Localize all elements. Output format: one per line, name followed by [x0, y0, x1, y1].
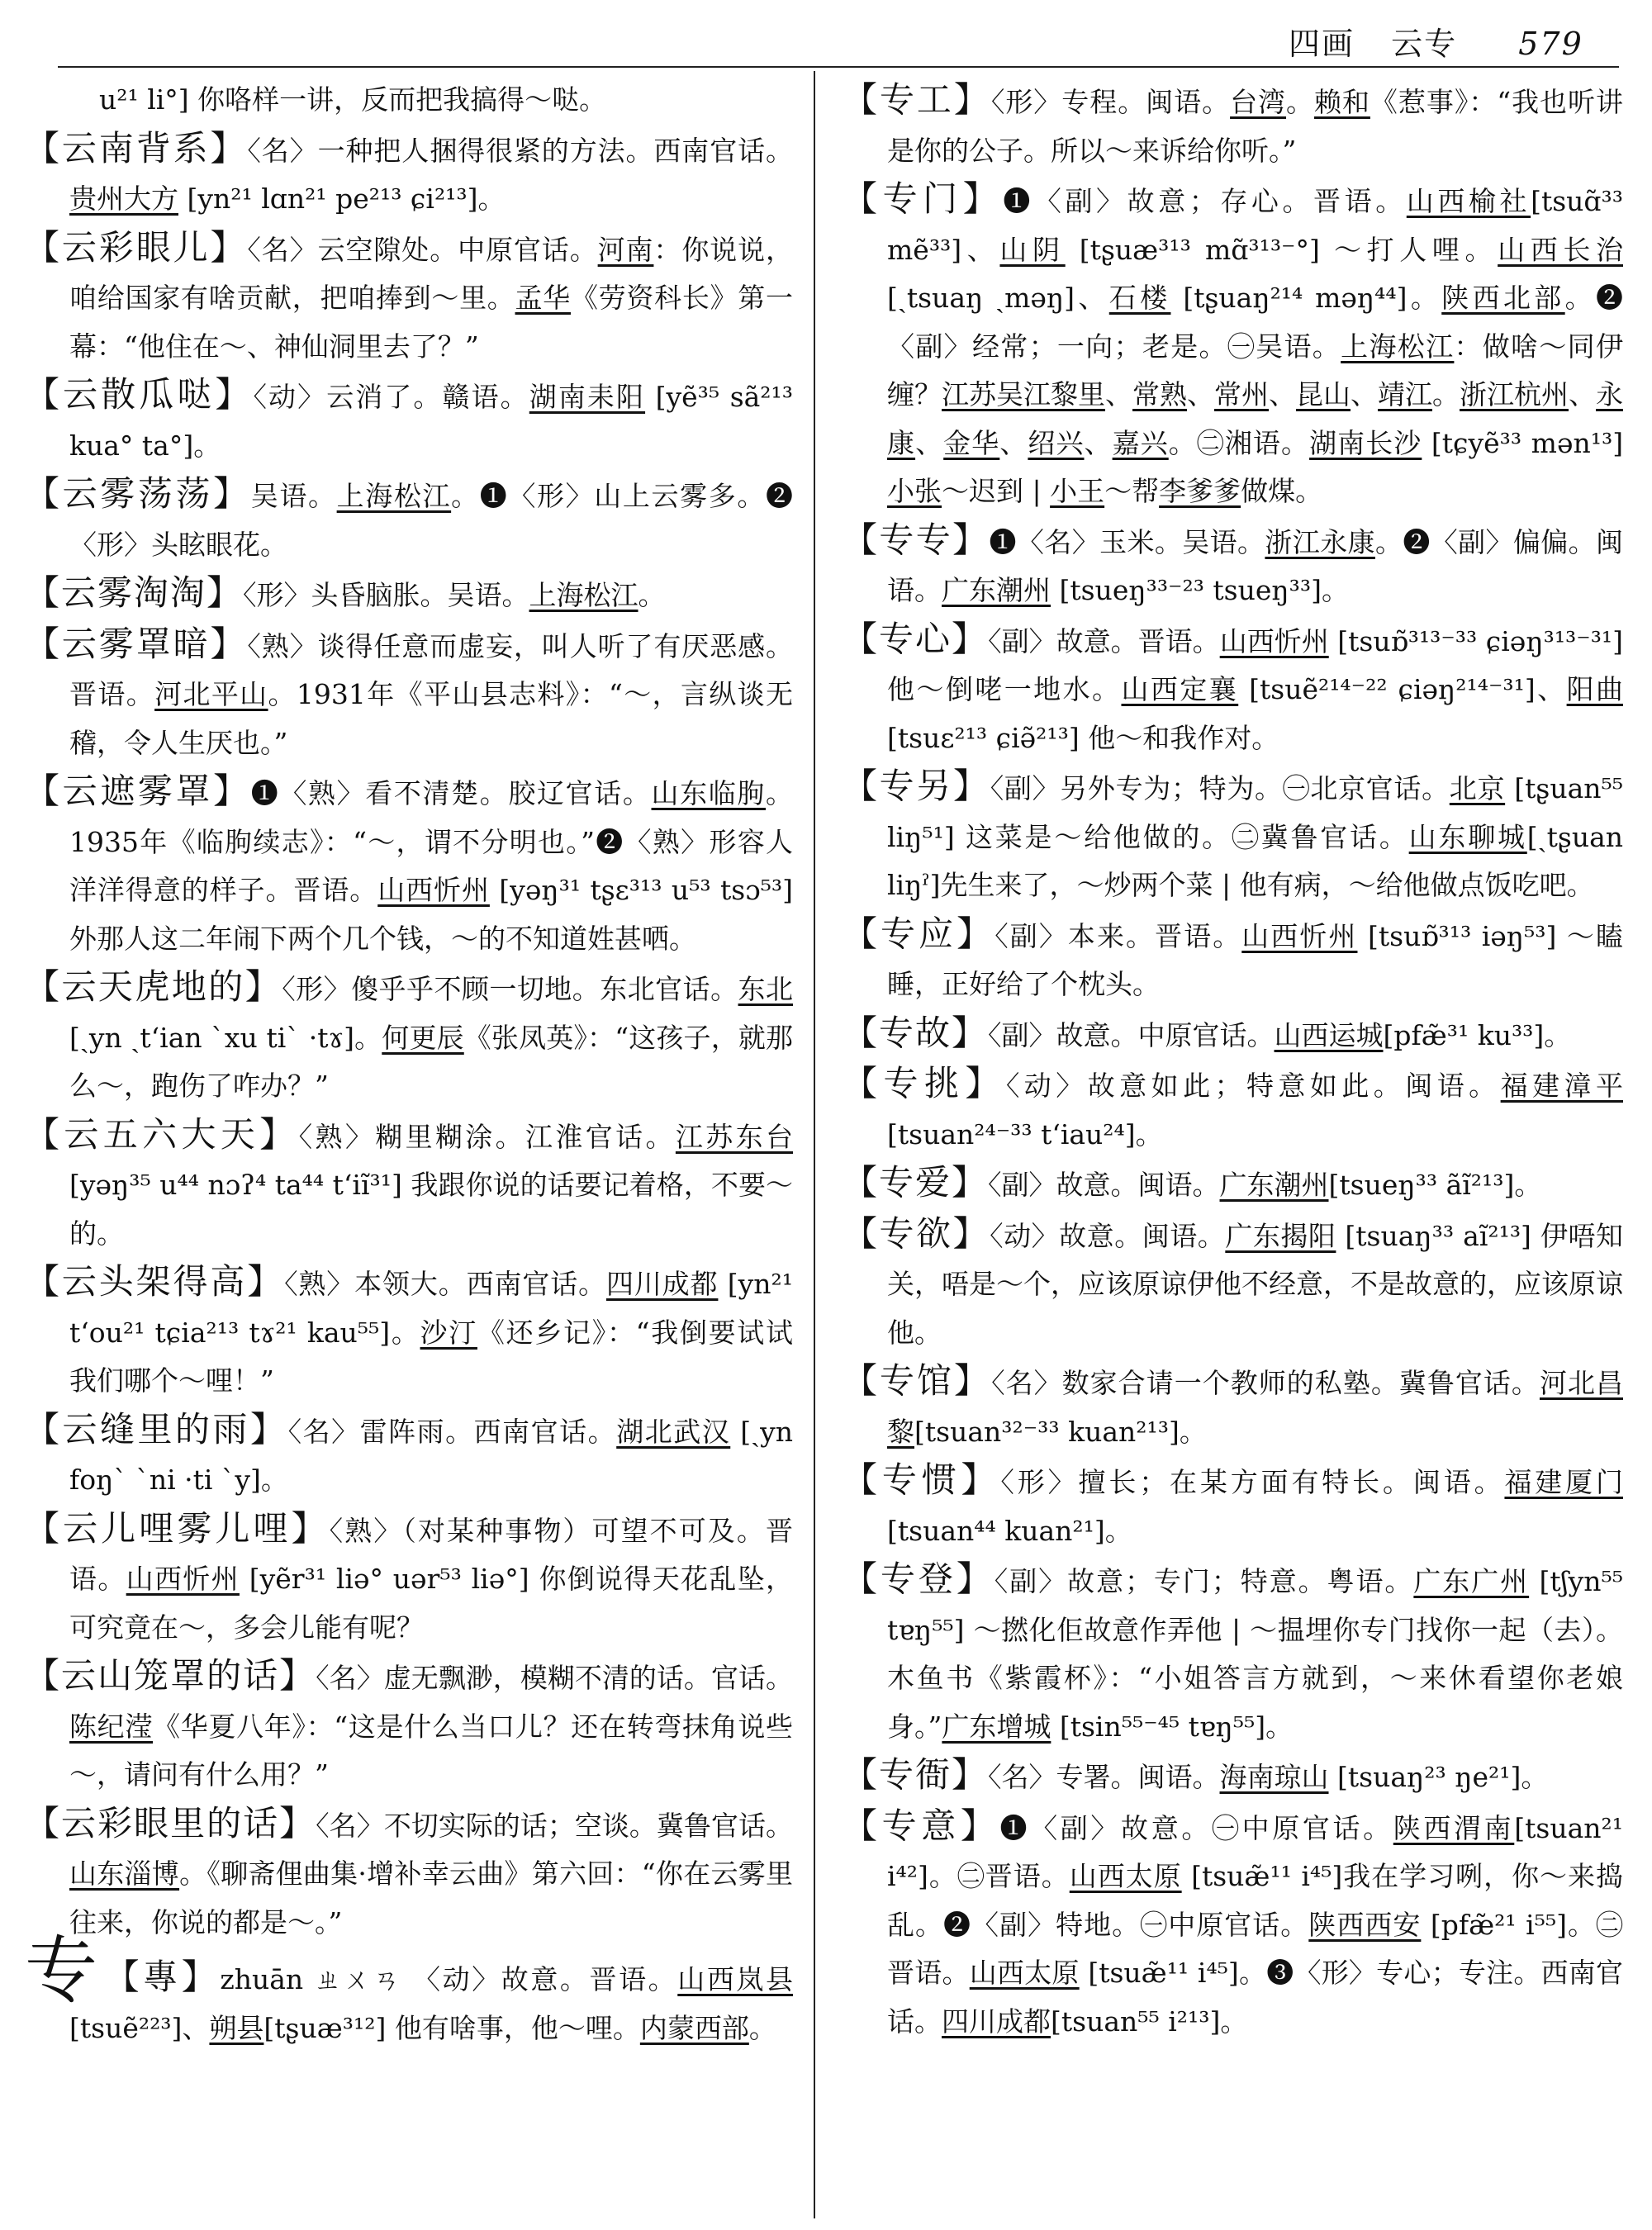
entry-text: [yẽr³¹ liə° uər⁵³ liə°] 你倒说得天花乱坠，可究竟在～，多会儿能有呢？: [69, 1563, 793, 1644]
place-name: 常州: [1214, 378, 1269, 410]
dictionary-entry: [25, 470, 793, 569]
entry-text: [yn²¹ lɑn²¹ pe²¹³ ɕi²¹³]。: [178, 183, 506, 215]
entry-text: ❶〈副〉故意。㊀中原官话。: [999, 1811, 1393, 1844]
dictionary-entry: [843, 516, 1623, 615]
entry-text: 〈名〉专署。闽语。: [988, 1761, 1220, 1793]
entry-headword: 【专挑】: [843, 1063, 1006, 1103]
entry-text: [yẽ³⁵ sã²¹³ kua° ta°]。: [69, 381, 793, 462]
entry-text: 〈形〉擅长；在某方面有特长。闽语。: [1000, 1466, 1505, 1498]
entry-headword: 【专登】: [843, 1559, 995, 1599]
entry-headword: 【云头架得高】: [25, 1261, 285, 1302]
entry-text: [tsuæ̃¹¹ i⁴⁵]我在学习咧，你～来捣乱。❷〈副〉特地。㊀中原官话。: [887, 1860, 1623, 1941]
dictionary-entry: [843, 910, 1623, 1009]
entry-text: 《劳资科长》第一幕：“他住在～、神仙洞里去了？”: [69, 282, 793, 363]
place-name: 朔县: [209, 2011, 264, 2044]
dictionary-entry: [843, 175, 1623, 516]
place-name: 赖和: [1313, 86, 1370, 118]
entry-text: 〈名〉云空隙处。中原官话。: [247, 233, 598, 266]
entry-text: 、: [915, 426, 944, 459]
entry-text: [tsuɛ²¹³ ɕiə̃²¹³] 他～和我作对。: [887, 721, 1279, 754]
dictionary-entry: [843, 762, 1623, 910]
dictionary-entry: [843, 1751, 1623, 1802]
dictionary-entry: [25, 620, 793, 768]
column-divider: [814, 71, 815, 2218]
dictionary-entry: [25, 963, 793, 1111]
entry-text: 《华夏八年》：“这是什么当口儿？还在转弯抹角说些～，请问有什么用？”: [69, 1710, 793, 1791]
entry-text: [tsuan²⁴⁻³³ tʻiau²⁴]。: [887, 1117, 1163, 1151]
entry-headword: 【云山笼罩的话】: [25, 1655, 316, 1696]
dictionary-entry: [25, 224, 793, 372]
entry-text: [tʂuæ³¹³ mɑ̃³¹³⁻°] ～打人哩。: [1065, 233, 1498, 266]
entry-headword: 【云遮雾罩】: [25, 771, 251, 811]
entry-text: [tsuaŋ³³ aĩ²¹³] 伊唔知关，唔是～个，应该原谅伊他不经意，不是故意的，应该原谅他。: [887, 1219, 1623, 1349]
entry-text: [tsuaŋ²³ ŋe²¹]。: [1328, 1761, 1549, 1793]
dictionary-entry: [25, 569, 793, 620]
entry-text: [ˏyn foŋˋ ˋni ·ti ˋy]。: [69, 1415, 793, 1496]
entry-text: [tsin⁵⁵⁻⁴⁵ tɐŋ⁵⁵]。: [1051, 1710, 1294, 1743]
place-name: 海南琼山: [1219, 1761, 1329, 1793]
entry-text: [tsuɑ̃³³ mẽ³³]、: [887, 185, 1623, 266]
dictionary-entry: [25, 1406, 793, 1505]
entry-text: 。㊁湘语。: [1168, 426, 1310, 459]
page-number: 579: [1518, 26, 1583, 62]
entry-text: 〈副〉故意。闽语。: [988, 1169, 1220, 1201]
entry-text: 。: [1286, 86, 1314, 118]
place-name: 贵州大方: [69, 183, 178, 215]
entry-text: [ˏtʂuan liŋˀ]先生来了，～炒两个菜 | 他有病，～给他做点饭吃吧。: [887, 820, 1623, 901]
entry-headword: 【专故】: [843, 1012, 989, 1053]
entry-headword: 【专欲】: [843, 1212, 990, 1254]
entry-text: 、: [1084, 426, 1113, 459]
place-name: 山西忻州: [377, 874, 490, 906]
entry-headword: 【专心】: [843, 618, 989, 659]
entry-headword: 【云五六大天】: [25, 1113, 299, 1155]
entry-text: [yəŋ³⁵ u⁴⁴ nɔʔ⁴ ta⁴⁴ tʻiĩ³¹] 我跟你说的话要记着格，不要～的。: [69, 1169, 793, 1250]
entry-text: [tsuæ̃¹¹ i⁴⁵]。❸〈形〉专心；专注。西南官话。: [887, 1957, 1623, 2038]
dictionary-entry: [843, 1357, 1623, 1456]
place-name: 山东临朐: [651, 777, 766, 809]
place-name: 河北平山: [154, 678, 268, 710]
entry-text: 〈副〉故意；专门；特意。粤语。: [994, 1565, 1414, 1597]
entry-text: 、: [1351, 378, 1378, 410]
place-name: 小张: [887, 475, 942, 507]
entry-text: 〈名〉数家合请一个教师的私塾。冀鲁官话。: [991, 1367, 1540, 1399]
header-rule: [58, 66, 1619, 68]
place-name: 河北昌黎: [887, 1367, 1623, 1448]
place-name: 山西定襄: [1121, 673, 1239, 705]
dictionary-entry: [843, 1802, 1623, 2047]
entry-text: 。❷〈副〉经常；一向；老是。㊀吴语。: [887, 282, 1623, 363]
place-name: 河南: [597, 233, 654, 266]
place-name: 常熟: [1132, 378, 1187, 410]
entry-headword: 【云雾荡荡】: [25, 473, 251, 514]
entry-headword: 【云彩眼里的话】: [25, 1802, 316, 1843]
entry-text: 〈熟〉糊里糊涂。江淮官话。: [298, 1120, 676, 1153]
entry-headword: 【專】: [104, 1957, 221, 1997]
entry-text: 。《聊斋俚曲集·增补幸云曲》第六回：“你在云雾里往来，你说的都是～。”: [69, 1858, 793, 1938]
place-name: 山东聊城: [1408, 820, 1527, 853]
entry-text: [tsuɒ̃³¹³⁻³³ ɕiəŋ³¹³⁻³¹] 他～倒咾一地水。: [887, 624, 1623, 705]
place-name: 阳曲: [1566, 673, 1623, 705]
entry-text: [yn²¹ tʻou²¹ tɕia²¹³ tɤ²¹ kau⁵⁵]。: [69, 1268, 793, 1349]
entry-text: 〈名〉虚无飘渺，模糊不清的话。官话。: [316, 1662, 793, 1694]
entry-text: 。❶〈形〉山上云雾多。❷〈形〉头眩眼花。: [69, 480, 793, 561]
entry-headword: 【云雾淘淘】: [25, 572, 244, 613]
place-name: 湖北武汉: [616, 1415, 731, 1448]
place-name: 沙汀: [420, 1316, 477, 1349]
place-name: 浙江杭州: [1460, 378, 1569, 410]
entry-headword: 【云南背系】: [25, 127, 248, 168]
dictionary-entry: [25, 1928, 793, 2052]
place-name: 上海松江: [336, 480, 452, 512]
place-name: 山西运城: [1274, 1018, 1384, 1051]
entry-headword: 【专衙】: [843, 1754, 989, 1795]
entry-text: ～迟到 |: [942, 475, 1051, 507]
place-name: 永康: [887, 378, 1623, 459]
place-name: 陈纪滢: [69, 1710, 154, 1743]
entry-text: [tsuan⁵⁵ i²¹³]。: [1051, 2005, 1248, 2038]
place-name: 山西榆社: [1406, 185, 1531, 217]
entry-headword: 【云天虎地的】: [25, 966, 282, 1007]
entry-headword: 【专惯】: [843, 1459, 1001, 1500]
entry-text: 〈动〉云消了。赣语。: [253, 381, 529, 413]
place-name: 广东潮州: [1219, 1169, 1329, 1201]
place-name: 小王: [1050, 475, 1105, 507]
dictionary-entry: [25, 76, 793, 125]
place-name: 福建漳平: [1500, 1070, 1623, 1102]
entry-headword: 【云雾罩暗】: [25, 623, 248, 664]
place-name: 福建厦门: [1504, 1466, 1623, 1498]
entry-text: 。: [1432, 378, 1460, 410]
dictionary-entry: [843, 76, 1623, 175]
place-name: 靖江: [1378, 378, 1432, 410]
entry-headword: 【专馆】: [843, 1360, 992, 1401]
entry-text: [ˏtsuaŋ ˏməŋ]、: [887, 282, 1109, 314]
entry-text: 〈熟〉（对某种事物）可望不可及。晋语。: [69, 1514, 793, 1595]
place-name: 金华: [943, 426, 1000, 459]
header-chars: 云专: [1391, 26, 1458, 62]
place-name: 陕西西安: [1308, 1908, 1422, 1941]
left-column: [25, 76, 793, 2223]
dictionary-entry: [843, 1456, 1623, 1555]
entry-text: ～帮: [1104, 475, 1160, 507]
entry-text: 〈形〉专程。闽语。: [990, 86, 1231, 118]
place-name: 山西长治: [1498, 233, 1623, 266]
dictionary-entry: [25, 125, 793, 224]
entry-text: 《张凤英》：“这孩子，就那么～，跑伤了咋办？”: [69, 1021, 793, 1102]
entry-text: 〈形〉傻乎乎不顾一切地。东北官话。: [282, 973, 738, 1005]
entry-headword: 【云散瓜哒】: [25, 374, 254, 415]
place-name: 山西忻州: [1219, 624, 1329, 657]
place-name: 江苏吴江黎里: [942, 378, 1105, 410]
entry-text: [tɕyẽ³³ mən¹³]: [1422, 426, 1623, 459]
place-name: 台湾: [1230, 86, 1287, 118]
place-name: 石楼: [1108, 282, 1171, 314]
dictionary-entry: [843, 1009, 1623, 1060]
entry-text: [tsuẽ²¹⁴⁻²² ɕiəŋ²¹⁴⁻³¹]、: [1238, 673, 1567, 705]
entry-text: [tsuan³²⁻³³ kuan²¹³]。: [914, 1415, 1207, 1448]
entry-text: [tsuɒ̃³¹³ iəŋ⁵³] ～瞌睡，正好给了个枕头。: [887, 919, 1623, 1000]
entry-text: ❶〈副〉故意；存心。晋语。: [1003, 185, 1407, 217]
entry-text: [yəŋ³¹ tʂɛ³¹³ u⁵³ tsɔ⁵³]外那人这二年闹下两个几个钱，～的不知道姓甚哂。: [69, 874, 793, 955]
place-name: 李爹爹: [1159, 475, 1241, 507]
place-name: 四川成都: [605, 1268, 719, 1300]
place-name: 广东广州: [1413, 1565, 1530, 1597]
entry-text: 〈副〉另外专为；特为。㊀北京官话。: [990, 772, 1450, 804]
entry-text: [tsuan²¹ i⁴²]。㊁晋语。: [887, 1811, 1623, 1892]
dictionary-entry: [25, 1652, 793, 1800]
place-name: 湖南长沙: [1309, 426, 1422, 459]
entry-text: [tʂuan⁵⁵ liŋ⁵¹] 这菜是～给他做的。㊁冀鲁官话。: [887, 772, 1623, 853]
place-name: 绍兴: [1028, 426, 1085, 459]
entry-text: ❶〈熟〉看不清楚。胶辽官话。: [250, 777, 652, 809]
entry-text: [tsueŋ³³ ãĩ²¹³]。: [1328, 1169, 1542, 1201]
entry-text: [pfæ̃²¹ i⁵⁵]。㊁晋语。: [887, 1908, 1623, 1989]
entry-text: 〈形〉头昏脑胀。吴语。: [243, 579, 529, 611]
head-character: 专: [25, 1928, 100, 2013]
entry-text: 。: [638, 579, 666, 611]
header-section: 四画: [1289, 26, 1355, 62]
place-name: 广东揭阳: [1225, 1219, 1336, 1252]
entry-text: 。: [748, 2011, 776, 2044]
dictionary-entry: [25, 1258, 793, 1406]
entry-headword: 【云彩眼儿】: [25, 226, 248, 268]
dictionary-entry: [843, 1159, 1623, 1210]
entry-text: [ˏyn ˏtʻian ˋxu tiˋ ·tɤ]。: [69, 1021, 382, 1054]
entry-headword: 【专工】: [843, 79, 991, 120]
entry-text: 吴语。: [250, 480, 337, 512]
entry-text: ：做啥～同伊缠？: [887, 330, 1623, 410]
entry-text: [tsueŋ³³⁻²³ tsueŋ³³]。: [1051, 574, 1349, 606]
place-name: 山西忻州: [1241, 919, 1358, 952]
entry-text: 、: [1569, 378, 1596, 410]
entry-headword: 【专爱】: [843, 1162, 989, 1203]
entry-text: [tsuẽ²²³]、: [69, 2011, 210, 2044]
dictionary-entry: [25, 1111, 793, 1259]
entry-text: [tʂuæ³¹²] 他有啥事，他～哩。: [263, 2011, 640, 2044]
entry-text: 。1931年《平山县志料》：“～，言纵谈无稽，令人生厌也。”: [69, 678, 793, 759]
place-name: 浙江永康: [1265, 525, 1375, 558]
entry-headword: 【云缝里的雨】: [25, 1408, 288, 1450]
place-name: 东北: [738, 973, 793, 1005]
dictionary-entry: [843, 1060, 1623, 1159]
place-name: 山东淄博: [69, 1858, 180, 1890]
place-name: 昆山: [1296, 378, 1351, 410]
entry-text: u²¹ li°] 你咯样一讲，反而把我搞得～哒。: [99, 83, 607, 116]
place-name: 广东潮州: [942, 574, 1051, 606]
entry-text: zhuān ㄓㄨㄢ 〈动〉故意。晋语。: [220, 1963, 678, 1995]
place-name: 山西太原: [1069, 1860, 1182, 1892]
entry-text: 、: [999, 426, 1028, 459]
entry-headword: 【专专】: [843, 519, 990, 560]
entry-headword: 【专门】: [843, 178, 1004, 219]
place-name: 陕西北部: [1441, 282, 1565, 314]
dictionary-entry: [843, 1555, 1623, 1751]
page-header: [1289, 18, 1583, 64]
place-name: 山西岚县: [677, 1963, 793, 1995]
dictionary-entry: [25, 767, 793, 963]
place-name: 山西忻州: [126, 1563, 240, 1595]
place-name: 嘉兴: [1112, 426, 1169, 459]
entry-headword: 【专另】: [843, 766, 990, 806]
entry-text: 〈动〉故意。闽语。: [990, 1219, 1226, 1252]
entry-text: ❶〈名〉玉米。吴语。: [989, 525, 1265, 558]
place-name: 山阴: [999, 233, 1066, 266]
entry-text: 〈熟〉本领大。西南官话。: [284, 1268, 606, 1300]
place-name: 四川成都: [942, 2005, 1051, 2038]
place-name: 广东增城: [942, 1710, 1051, 1743]
entry-text: 〈名〉一种把人捆得很紧的方法。西南官话。: [247, 134, 793, 167]
entry-text: 〈副〉故意。中原官话。: [988, 1018, 1275, 1051]
place-name: 北京: [1449, 772, 1506, 804]
place-name: 内蒙西部: [639, 2011, 749, 2044]
dictionary-entry: [843, 615, 1623, 763]
entry-text: 〈副〉故意。晋语。: [988, 624, 1220, 657]
entry-text: [tʂuaŋ²¹⁴ məŋ⁴⁴]。: [1170, 282, 1442, 314]
entry-text: 《还乡记》：“我倒要试试我们哪个～哩！”: [69, 1316, 793, 1397]
entry-text: 、: [1187, 378, 1214, 410]
entry-text: 。❷〈副〉偏偏。闽语。: [887, 525, 1623, 606]
entry-text: 做煤。: [1241, 475, 1323, 507]
place-name: 山西太原: [969, 1957, 1080, 1989]
entry-text: 〈名〉不切实际的话；空谈。冀鲁官话。: [316, 1809, 793, 1842]
entry-text: 。1935年《临朐续志》：“～，谓不分明也。”❷〈熟〉形容人洋洋得意的样子。晋语。: [69, 777, 793, 906]
entry-text: 〈动〉故意如此；特意如此。闽语。: [1005, 1070, 1501, 1102]
entry-headword: 【专应】: [843, 913, 995, 954]
entry-text: [tʃyn⁵⁵ tɐŋ⁵⁵] ～撚化佢故意作弄他 | ～揾埋你专门找你一起（去）。木鱼书《紫霞杯》：“小姐答言方就到，～来休看望你老娘身。”: [887, 1565, 1623, 1743]
entry-text: [pfæ̃³¹ ku³³]。: [1383, 1018, 1572, 1051]
place-name: 江苏东台: [675, 1120, 793, 1153]
place-name: 湖南耒阳: [529, 381, 646, 413]
entry-text: 〈副〉本来。晋语。: [995, 919, 1242, 952]
entry-text: 、: [1269, 378, 1296, 410]
entry-text: 、: [1105, 378, 1132, 410]
dictionary-entry: [25, 1505, 793, 1653]
entry-text: 《惹事》：“我也听讲是你的公子。所以～来诉给你听。”: [887, 86, 1623, 167]
dictionary-entry: [25, 371, 793, 470]
place-name: 上海松江: [1341, 330, 1455, 363]
dictionary-entry: [25, 1800, 793, 1948]
entry-text: ：你说说，咱给国家有啥贡献，把咱捧到～里。: [69, 233, 793, 314]
entry-headword: 【云儿哩雾儿哩】: [25, 1507, 330, 1549]
right-column: [843, 76, 1623, 2223]
entry-text: 〈熟〉谈得任意而虚妄，叫人听了有厌恶感。晋语。: [69, 629, 793, 710]
place-name: 何更辰: [382, 1021, 464, 1054]
entry-text: [tsuan⁴⁴ kuan²¹]。: [887, 1514, 1132, 1547]
dictionary-entry: [843, 1210, 1623, 1358]
place-name: 孟华: [515, 282, 571, 314]
entry-headword: 【专意】: [843, 1805, 1000, 1846]
place-name: 陕西渭南: [1393, 1811, 1515, 1844]
place-name: 上海松江: [529, 579, 638, 611]
entry-text: 〈名〉雷阵雨。西南官话。: [287, 1415, 617, 1448]
